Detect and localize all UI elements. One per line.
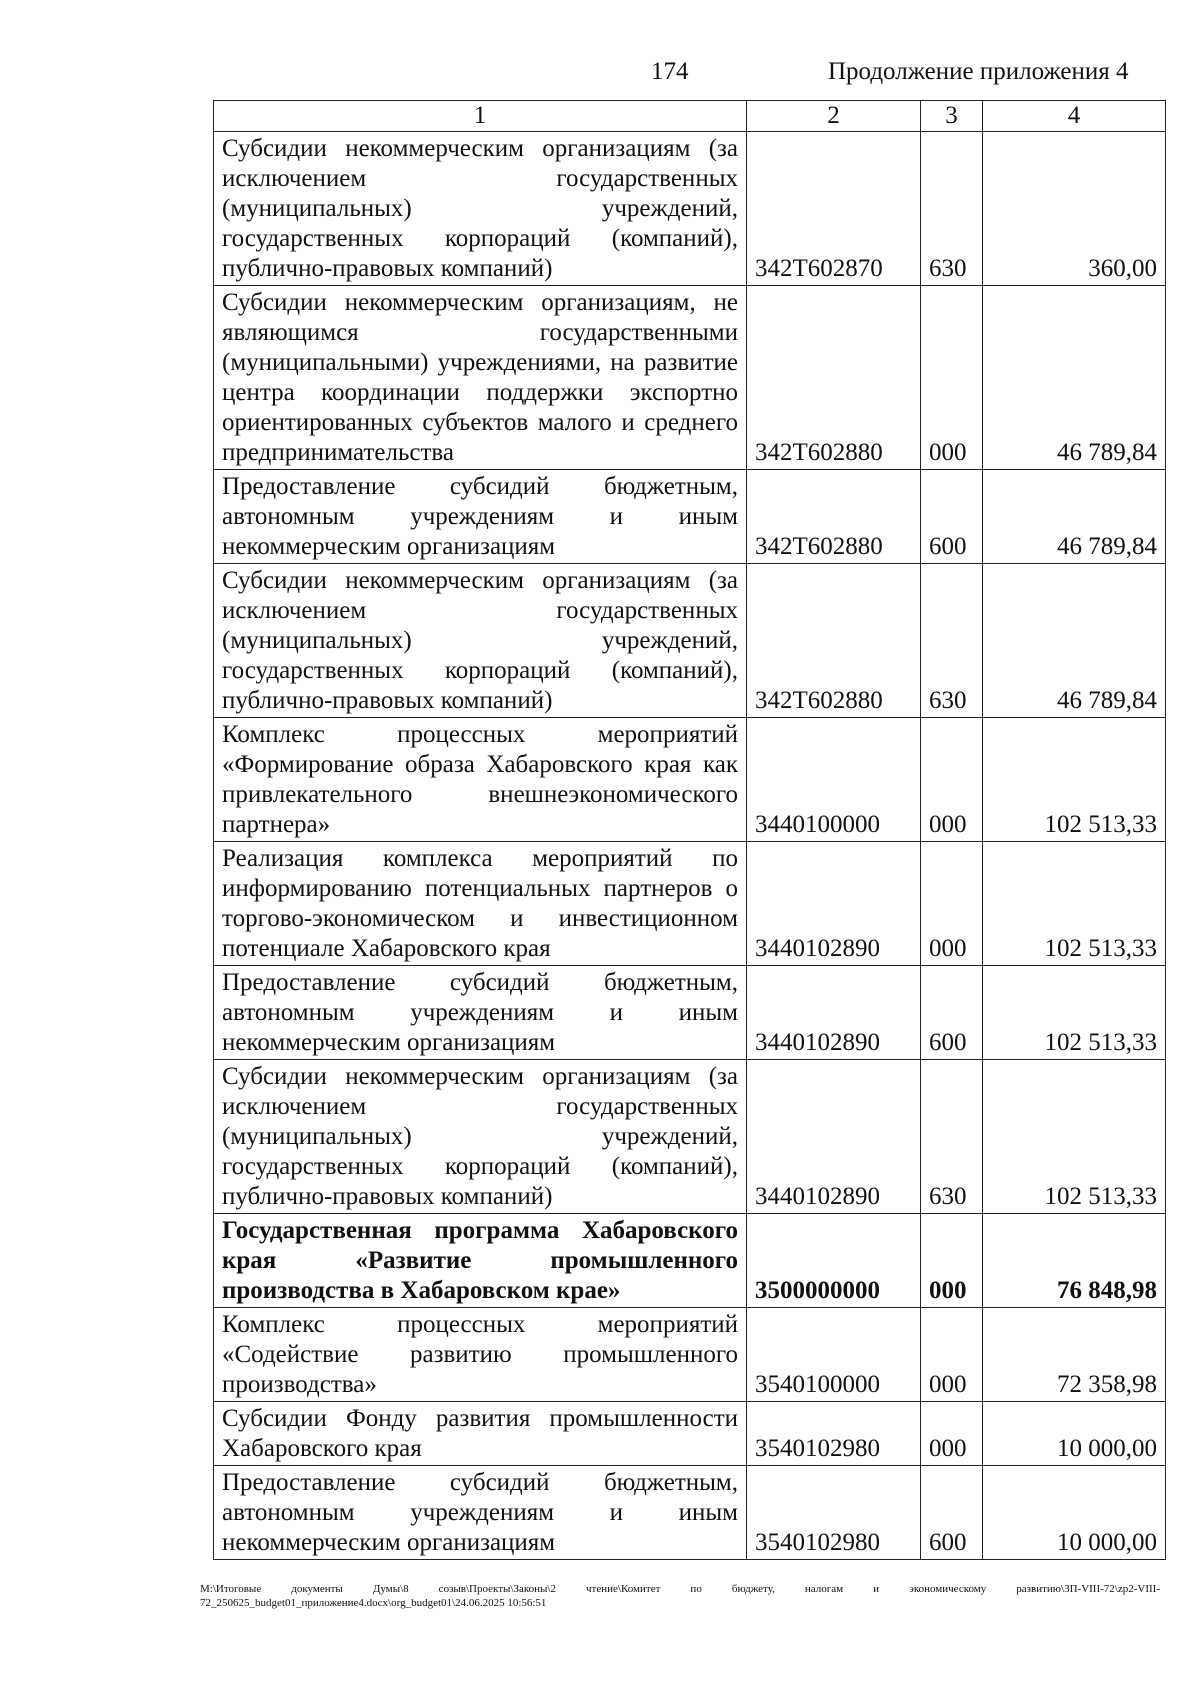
row-name: Предоставление субсидий бюджетным, автономным учреждениям и иным некоммерческим организациям <box>214 470 747 564</box>
row-type: 000 <box>921 286 983 470</box>
row-name: Комплекс процессных мероприятий «Формирование образа Хабаровского края как привлекательного внешнеэкономического партнера» <box>214 718 747 842</box>
column-header-code: 2 <box>747 101 921 132</box>
column-header-type: 3 <box>921 101 983 132</box>
row-amount: 46 789,84 <box>983 564 1166 718</box>
row-type: 600 <box>921 470 983 564</box>
row-code: 3500000000 <box>747 1214 921 1308</box>
row-type: 600 <box>921 1466 983 1560</box>
row-amount: 102 513,33 <box>983 966 1166 1060</box>
column-header-amount: 4 <box>983 101 1166 132</box>
row-name: Государственная программа Хабаровского края «Развитие промышленного производства в Хабаровском крае» <box>214 1214 747 1308</box>
row-type: 630 <box>921 132 983 286</box>
row-name: Предоставление субсидий бюджетным, автономным учреждениям и иным некоммерческим организациям <box>214 1466 747 1560</box>
row-type: 600 <box>921 966 983 1060</box>
table-row <box>214 286 1166 470</box>
row-type: 630 <box>921 1060 983 1214</box>
row-code: 3540100000 <box>747 1308 921 1402</box>
table-row <box>214 718 1166 842</box>
row-type: 000 <box>921 1308 983 1402</box>
row-code: 342Т602880 <box>747 470 921 564</box>
row-amount: 76 848,98 <box>983 1214 1166 1308</box>
row-type: 000 <box>921 1214 983 1308</box>
row-amount: 10 000,00 <box>983 1402 1166 1466</box>
row-name: Субсидии некоммерческим организациям (за исключением государственных (муниципальных) учреждений, государственных корпораций (компаний), публично-правовых компаний) <box>214 1060 747 1214</box>
table-row <box>214 1060 1166 1214</box>
row-amount: 102 513,33 <box>983 1060 1166 1214</box>
row-amount: 10 000,00 <box>983 1466 1166 1560</box>
table-row <box>214 1308 1166 1402</box>
row-code: 3440100000 <box>747 718 921 842</box>
row-code: 3540102980 <box>747 1402 921 1466</box>
appendix-continuation-label: Продолжение приложения 4 <box>828 58 1129 85</box>
row-name: Реализация комплекса мероприятий по информированию потенциальных партнеров о торгово-экономическом и инвестиционном потенциале Хабаровского края <box>214 842 747 966</box>
row-amount: 360,00 <box>983 132 1166 286</box>
table-row <box>214 1402 1166 1466</box>
row-code: 3440102890 <box>747 842 921 966</box>
table-row <box>214 564 1166 718</box>
row-name: Комплекс процессных мероприятий «Содействие развитию промышленного производства» <box>214 1308 747 1402</box>
row-name: Предоставление субсидий бюджетным, автономным учреждениям и иным некоммерческим организациям <box>214 966 747 1060</box>
table-row <box>214 470 1166 564</box>
row-amount: 46 789,84 <box>983 470 1166 564</box>
row-code: 3440102890 <box>747 1060 921 1214</box>
row-code: 342Т602880 <box>747 286 921 470</box>
document-file-path-footer: М:\Итоговые документы Думы\8 созыв\Проекты\Законы\2 чтение\Комитет по бюджету, налогам и экономическому развитию\ЗП-VIII-72\zp2-VIII-72_250625_budget01_приложение4.docx\org_budget01\24.06.2025 10:56:51 <box>200 1583 1160 1609</box>
column-header-name: 1 <box>214 101 747 132</box>
row-name: Субсидии некоммерческим организациям (за исключением государственных (муниципальных) учреждений, государственных корпораций (компаний), публично-правовых компаний) <box>214 132 747 286</box>
row-code: 3540102980 <box>747 1466 921 1560</box>
row-name: Субсидии некоммерческим организациям, не являющимся государственными (муниципальными) учреждениями, на развитие центра координации поддержки экспортно ориентированных субъектов малого и среднего предпринимательства <box>214 286 747 470</box>
row-amount: 72 358,98 <box>983 1308 1166 1402</box>
table-header-row <box>214 101 1166 132</box>
row-code: 342Т602870 <box>747 132 921 286</box>
row-type: 000 <box>921 842 983 966</box>
row-type: 000 <box>921 718 983 842</box>
row-amount: 102 513,33 <box>983 842 1166 966</box>
budget-table <box>213 100 1166 1560</box>
row-amount: 46 789,84 <box>983 286 1166 470</box>
table-row <box>214 842 1166 966</box>
table-row-program-total <box>214 1214 1166 1308</box>
page-number: 174 <box>651 58 689 85</box>
table-row <box>214 132 1166 286</box>
row-code: 342Т602880 <box>747 564 921 718</box>
table-row <box>214 1466 1166 1560</box>
row-code: 3440102890 <box>747 966 921 1060</box>
row-name: Субсидии некоммерческим организациям (за исключением государственных (муниципальных) учреждений, государственных корпораций (компаний), публично-правовых компаний) <box>214 564 747 718</box>
row-name: Субсидии Фонду развития промышленности Хабаровского края <box>214 1402 747 1466</box>
row-amount: 102 513,33 <box>983 718 1166 842</box>
row-type: 000 <box>921 1402 983 1466</box>
table-row <box>214 966 1166 1060</box>
row-type: 630 <box>921 564 983 718</box>
